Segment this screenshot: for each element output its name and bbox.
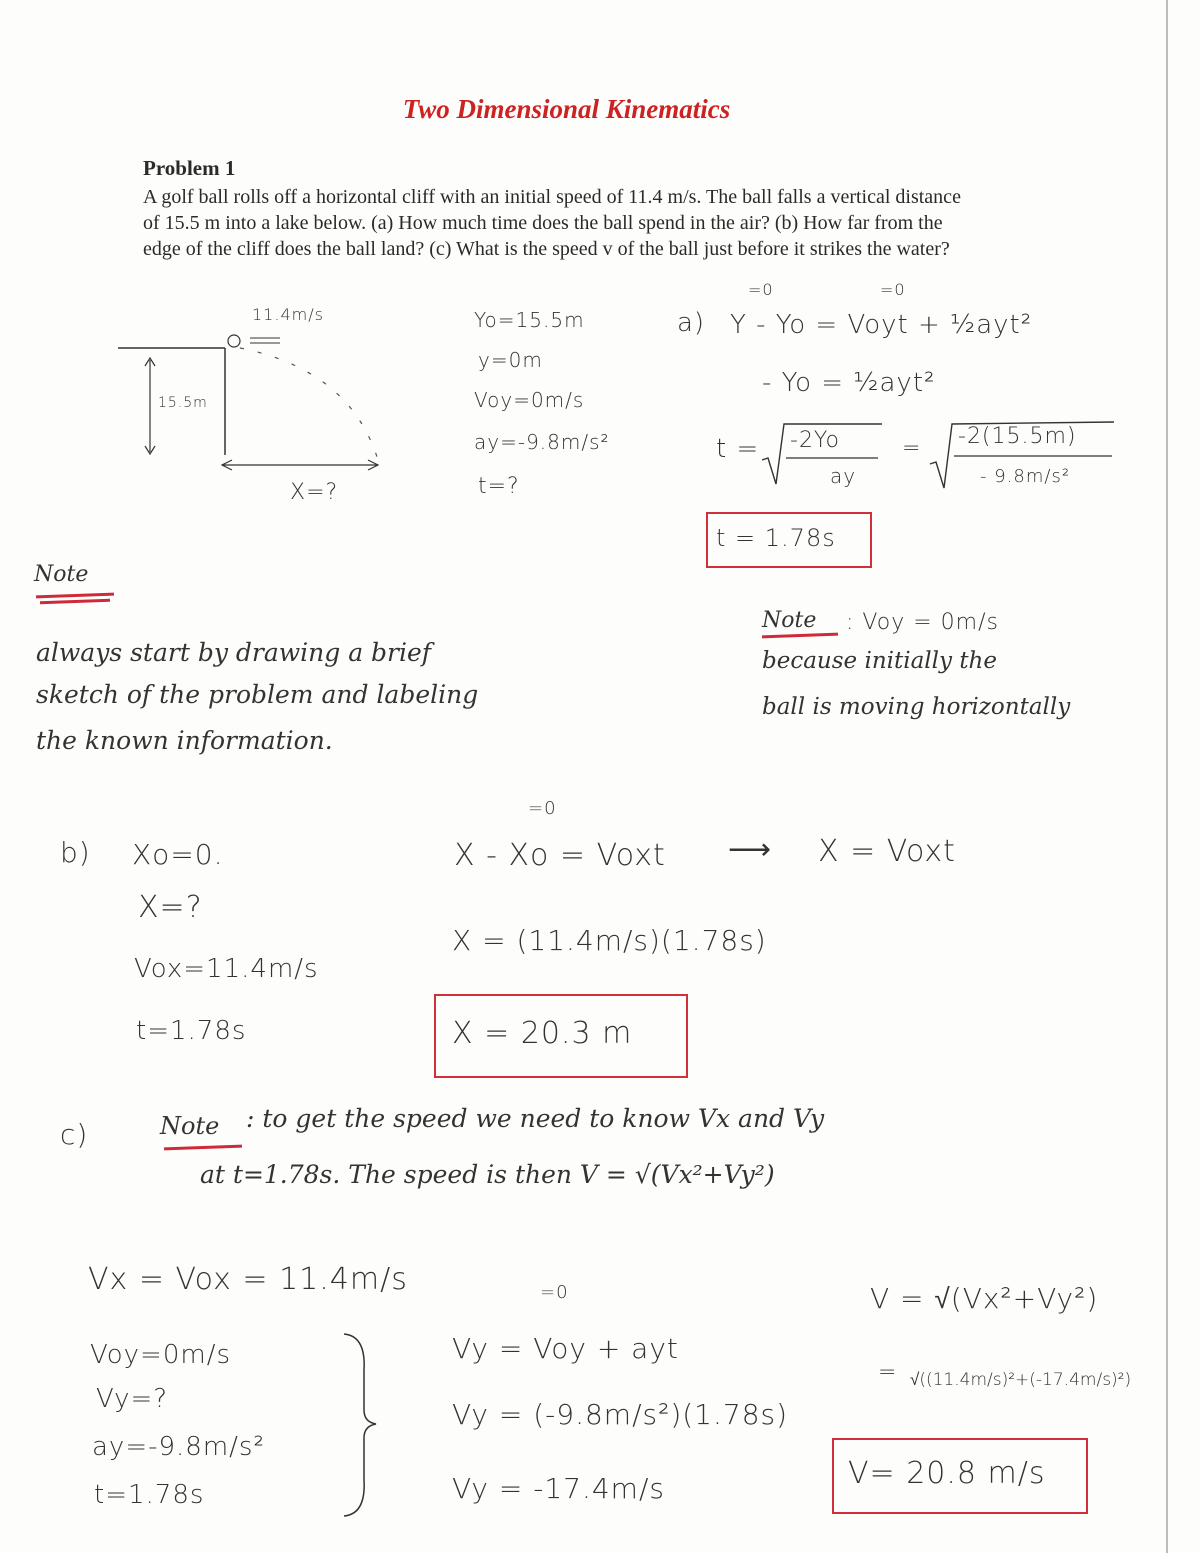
note1-underline-2 xyxy=(40,599,110,604)
part-c-note-heading: Note xyxy=(160,1112,220,1140)
zero-mark-2: =0 xyxy=(880,280,906,299)
note1-line-2: sketch of the problem and labeling xyxy=(36,680,479,709)
part-a-den2: - 9.8m/s² xyxy=(980,466,1071,487)
given-a-1: Yo=15.5m xyxy=(474,308,585,332)
answer-c: V= 20.8 m/s xyxy=(848,1456,1046,1491)
given-a-2: y=0m xyxy=(478,348,543,372)
sketch-x-label: X=? xyxy=(290,480,339,505)
part-b-zero-mark: =0 xyxy=(528,798,557,819)
part-c-given-3: ay=-9.8m/s² xyxy=(92,1432,265,1462)
part-a-eq3-lhs: t = xyxy=(716,434,760,464)
part-c-note-underline xyxy=(164,1145,242,1151)
part-c-zero-mark: =0 xyxy=(540,1282,569,1303)
part-c-vx-eq: Vx = Vox = 11.4m/s xyxy=(88,1262,408,1297)
note2-rest: : Voy = 0m/s xyxy=(846,610,999,635)
part-c-given-2: Vy=? xyxy=(96,1384,169,1414)
note2-line-2: ball is moving horizontally xyxy=(762,694,1071,720)
curly-brace xyxy=(340,1330,380,1520)
cliff-sketch xyxy=(110,300,410,510)
part-b-given-4: t=1.78s xyxy=(136,1016,247,1046)
part-a-den: ay xyxy=(830,464,857,488)
part-c-given-1: Voy=0m/s xyxy=(90,1340,232,1370)
part-a-num: -2Yo xyxy=(790,428,840,453)
part-b-given-1: Xo=0. xyxy=(132,838,224,871)
note1-underline xyxy=(36,593,114,599)
note1-heading: Note xyxy=(34,562,89,587)
part-b-given-2: X=? xyxy=(138,890,203,925)
part-c-note-line-1: : to get the speed we need to know Vx and Vy xyxy=(246,1104,825,1133)
note2-underline xyxy=(762,633,838,639)
sketch-speed-label: 11.4m/s xyxy=(252,305,324,324)
part-c-note-line-2: at t=1.78s. The speed is then V = √(Vx²+Vy²) xyxy=(200,1160,775,1189)
zero-mark-1: =0 xyxy=(748,280,774,299)
given-a-5: t=? xyxy=(478,474,520,499)
note2-line-1: because initially the xyxy=(762,648,997,674)
page-edge xyxy=(1166,0,1168,1553)
part-c-label: c) xyxy=(60,1118,89,1151)
part-b-eq2: X = (11.4m/s)(1.78s) xyxy=(452,924,767,957)
part-a-eq-sign: = xyxy=(902,436,922,461)
part-c-vy-eq1: Vy = Voy + ayt xyxy=(452,1332,679,1365)
part-c-vy-eq3: Vy = -17.4m/s xyxy=(452,1472,665,1505)
part-c-vy-eq2: Vy = (-9.8m/s²)(1.78s) xyxy=(452,1398,789,1431)
note1-line-1: always start by drawing a brief xyxy=(36,638,432,667)
given-a-3: Voy=0m/s xyxy=(474,388,585,412)
note1-line-3: the known information. xyxy=(36,726,333,755)
problem-text: A golf ball rolls off a horizontal cliff with an initial speed of 11.4 m/s. The ball falls a vertical distance of 15.5 m into a lake below. (a) How much time does the ball spend in the air? (b) How far from the edge of the cliff does the ball land? (c) What is the speed v of the ball just before it strikes the water? xyxy=(143,186,961,260)
part-b-label: b) xyxy=(60,836,91,869)
part-a-eq1: Y - Yo = Voyt + ½ayt² xyxy=(730,310,1033,340)
part-b-eq1b: X = Voxt xyxy=(818,834,956,869)
part-a-label: a) xyxy=(677,308,706,338)
part-c-v-eq1: V = √(Vx²+Vy²) xyxy=(870,1282,1099,1315)
part-a-num2: -2(15.5m) xyxy=(958,424,1077,449)
given-a-4: ay=-9.8m/s² xyxy=(474,430,610,454)
answer-a: t = 1.78s xyxy=(716,524,836,552)
part-c-v-eq2: √((11.4m/s)²+(-17.4m/s)²) xyxy=(910,1370,1132,1390)
part-b-eq1: X - Xo = Voxt xyxy=(454,838,666,873)
part-a-eq2: - Yo = ½ayt² xyxy=(762,368,936,398)
answer-b: X = 20.3 m xyxy=(452,1016,633,1051)
page-title: Two Dimensional Kinematics xyxy=(402,94,731,124)
problem-heading: Problem 1 xyxy=(143,156,236,180)
part-c-given-4: t=1.78s xyxy=(94,1480,205,1510)
part-b-arrow: ⟶ xyxy=(728,832,773,867)
note2-heading: Note xyxy=(762,608,817,633)
part-b-given-3: Vox=11.4m/s xyxy=(134,954,319,984)
part-c-v-eq2-sign: = xyxy=(878,1360,898,1385)
sketch-height-label: 15.5m xyxy=(158,395,208,411)
